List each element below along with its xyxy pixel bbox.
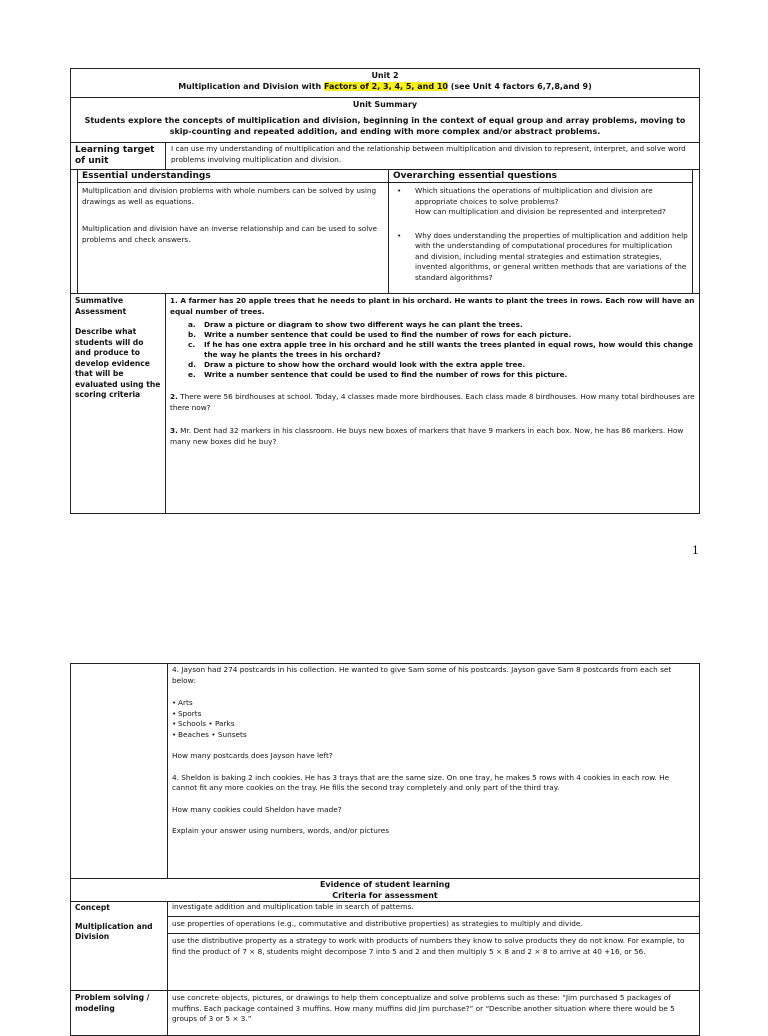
- concept-criteria-cell: [168, 902, 700, 991]
- understandings-container: [71, 170, 700, 294]
- concept-label: Concept: [75, 903, 110, 912]
- concept-criterion-2: use properties of operations (e.g., commutative and distributive properties) as strategies to multiply and divide.: [168, 917, 699, 934]
- bullet-icon: •: [172, 708, 177, 718]
- questions-list: [393, 186, 688, 283]
- learning-target-label-cell: [71, 143, 166, 170]
- bullet-icon: •: [397, 230, 402, 240]
- postcard-set-item: • Beaches • Sunsets: [172, 729, 247, 739]
- essential-questions-heading: Overarching essential questions: [389, 170, 693, 183]
- problem-1-part: c. If he has one extra apple tree in his orchard and he still wants the trees planted in equal rows, how would this change the way he plants the trees in his orchard?: [188, 340, 694, 359]
- bullet-icon: •: [172, 698, 177, 707]
- understandings-cell: [78, 183, 389, 294]
- postcard-set-item: • Arts: [172, 698, 193, 707]
- summative-label: Summative Assessment: [75, 296, 127, 316]
- unit-summary-heading: Unit Summary: [352, 100, 418, 109]
- question-item: • Why does understanding the properties of multiplication and addition help with the understanding of computational procedures for multiplication and division, including mental strategies and estimation strategies, invented algorithms, or general written methods that are variations of the standard algorithms?: [393, 231, 688, 284]
- problem-solving-label-cell: [71, 991, 168, 1036]
- unit-title-cell: [71, 69, 700, 98]
- unit-summary-text: Students explore the concepts of multiplication and division, beginning in the context of equal group and array problems, moving to skip-counting and repeated addition, and ending with more complex and/or abstract problems.: [84, 116, 686, 136]
- criteria-heading: Criteria for assessment: [332, 891, 438, 900]
- additional-tasks-cell: [168, 664, 700, 879]
- unit-plan-table: [70, 68, 700, 514]
- bullet-icon: •: [397, 186, 402, 195]
- bullet-icon: •: [172, 719, 177, 728]
- problem-1-parts: [170, 320, 695, 380]
- learning-target-label: Learning target of unit: [75, 145, 155, 166]
- describe-label: Describe what students will do and produce to develop evidence that will be evaluated using the scoring criteria: [75, 327, 161, 399]
- problem-5-question: How many cookies could Sheldon have made?: [172, 804, 342, 814]
- problem-2: 2. There were 56 birdhouses at school. Today, 4 classes made more birdhouses. Each class made 8 birdhouses. How many total birdhouses are there now?: [170, 392, 695, 412]
- summative-tasks-cell: [166, 294, 700, 514]
- problem-solving-text: use concrete objects, pictures, or drawings to help them conceptualize and solve problems such as these: “Jim purchased 5 packages of muffins. Each package contained 3 muffins. How many muffins did Jim purchase?” or “Describe another situation where there would be 5 groups of 3 or 5 × 3.”: [168, 991, 700, 1036]
- problem-5: 4. Sheldon is baking 2 inch cookies. He has 3 trays that are the same size. On one tray, he makes 5 rows with 4 cookies in each row. He cannot fit any more cookies on the tray. He fills the second tray completely and only part of the third tray.: [172, 772, 670, 792]
- evidence-heading: Evidence of student learning: [319, 880, 451, 889]
- problem-solving-label: Problem solving / modeling: [75, 993, 150, 1013]
- postcard-set-item: • Schools • Parks: [172, 719, 235, 728]
- empty-label-cell: [71, 664, 168, 879]
- understandings-table: [77, 170, 693, 293]
- problem-1-part: b. Write a number sentence that could be used to find the number of rows for each picture.: [188, 330, 572, 339]
- postcard-set-item: • Sports: [172, 708, 202, 718]
- evidence-heading-cell: [71, 879, 700, 902]
- learning-target-text: I can use my understanding of multiplication and the relationship between multiplication and division to represent, interpret, and solve word problems involving multiplication and division.: [166, 143, 700, 170]
- problem-4-question: How many postcards does Jayson have left?: [172, 751, 333, 760]
- problem-1-part: e. Write a number sentence that could be used to find the number of rows for this picture.: [188, 370, 568, 379]
- problem-3: 3. Mr. Dent had 32 markers in his classroom. He buys new boxes of markers that have 9 markers in each box. Now, he has 86 markers. How many new boxes did he buy?: [170, 426, 684, 446]
- problem-1-part: d. Draw a picture to show how the orchard would look with the extra apple tree.: [188, 360, 526, 369]
- bullet-icon: •: [172, 729, 177, 739]
- problem-4: 4. Jayson had 274 postcards in his collection. He wanted to give Sam some of his postcards. Jayson gave Sam 8 postcards from each set below:: [172, 665, 672, 685]
- concept-criterion-3: use the distributive property as a strategy to work with products of numbers they know to solve products they do not know. For example, to find the product of 7 × 8, students might decompose 7 into 5 and 2 and then multiply 5 × 8 and 2 × 8 to arrive at 40 +16, or 56.: [172, 936, 685, 956]
- highlighted-factors: Factors of 2, 3, 4, 5, and 10: [323, 82, 448, 91]
- problem-1: 1. A farmer has 20 apple trees that he needs to plant in his orchard. He wants to plant the trees in rows. Each row will have an equal number of trees.: [170, 296, 695, 316]
- concept-topic: Multiplication and Division: [75, 921, 153, 941]
- problem-5-explain: Explain your answer using numbers, words, and/or pictures: [172, 826, 390, 835]
- concept-label-cell: [71, 902, 168, 991]
- unit-title: Multiplication and Division with Factors of 2, 3, 4, 5, and 10 (see Unit 4 factors 6,7,8,and 9): [178, 82, 592, 91]
- problem-1-part: a. Draw a picture or diagram to show two different ways he can plant the trees.: [188, 320, 523, 329]
- unit-label: Unit 2: [371, 71, 399, 80]
- understanding-1: Multiplication and division problems with whole numbers can be solved by using drawings as well as equations.: [82, 186, 377, 206]
- page-number: 1: [692, 544, 699, 557]
- summative-label-cell: [71, 294, 166, 514]
- question-item: • Which situations the operations of multiplication and division are appropriate choices to solve problems? How can multiplication and division be represented and interpreted?: [393, 186, 688, 218]
- essential-understandings-heading: Essential understandings: [78, 170, 389, 183]
- understanding-2: Multiplication and division have an inverse relationship and can be used to solve problems and check answers.: [82, 224, 378, 244]
- postcard-sets: [172, 698, 695, 740]
- concept-criterion-1: investigate addition and multiplication table in search of patterns.: [168, 902, 699, 917]
- questions-cell: [389, 183, 693, 294]
- criteria-table: [70, 663, 700, 1036]
- unit-summary-cell: [71, 98, 700, 143]
